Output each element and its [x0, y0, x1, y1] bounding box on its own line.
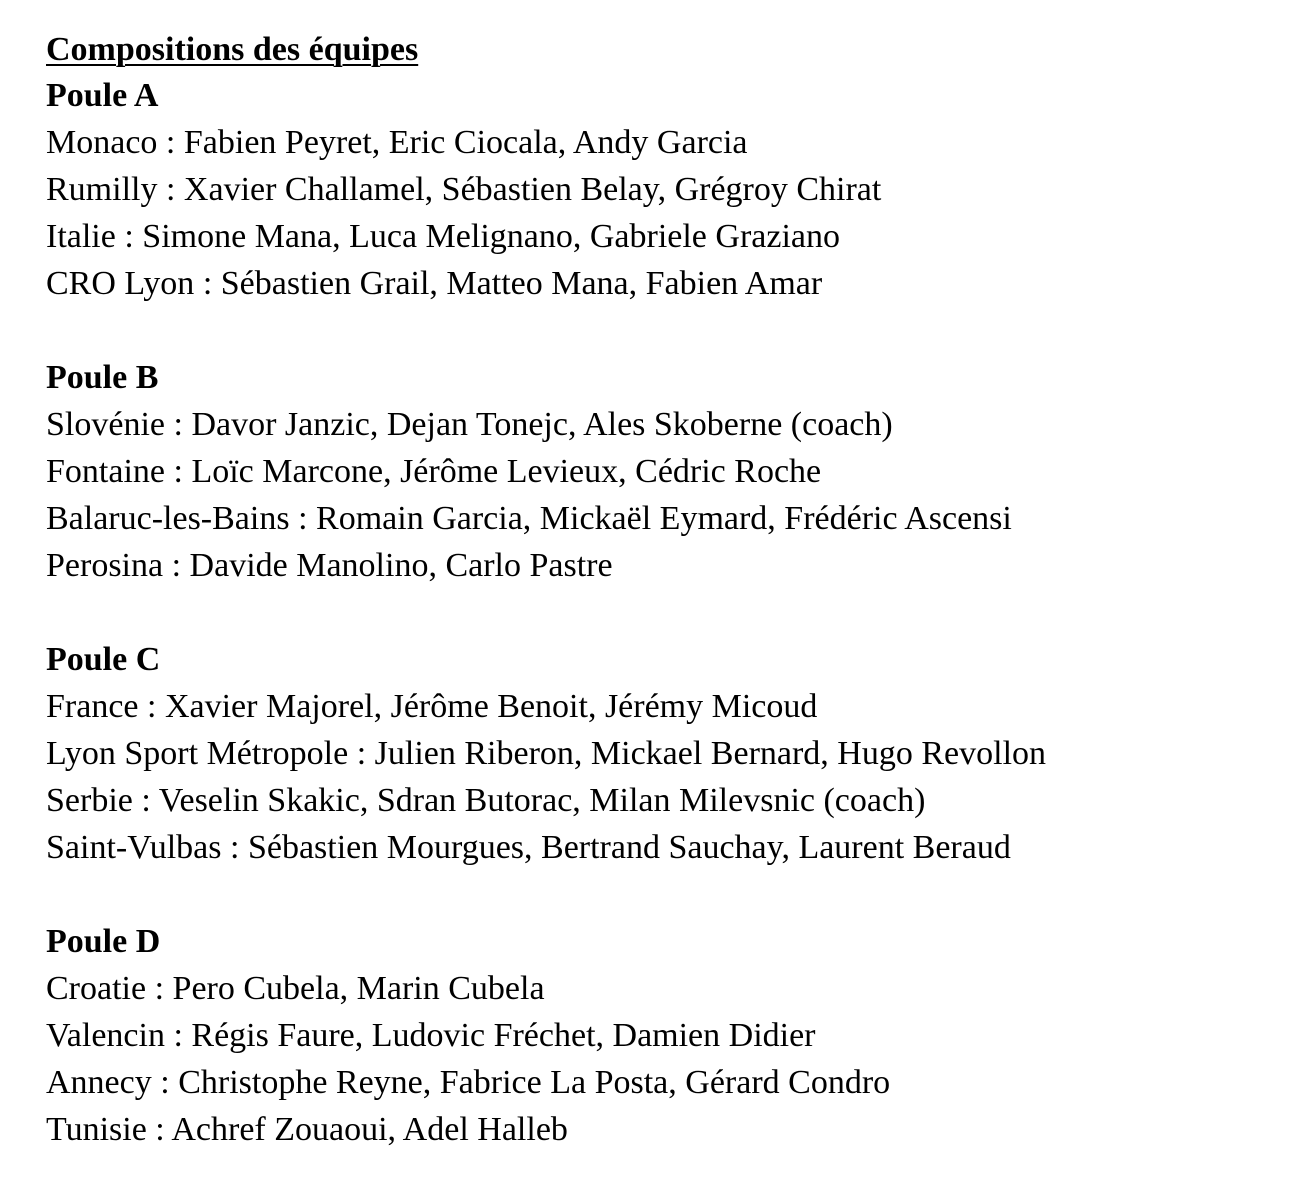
team-players: Pero Cubela, Marin Cubela	[172, 970, 545, 1007]
team-line: Perosina : Davide Manolino, Carlo Pastre	[46, 547, 613, 584]
team-line: Lyon Sport Métropole : Julien Riberon, Mickael Bernard, Hugo Revollon	[46, 735, 1047, 772]
team-players: Sébastien Mourgues, Bertrand Sauchay, Laurent Beraud	[247, 829, 1011, 866]
group-title: Poule B	[46, 359, 159, 396]
team-name: Valencin	[46, 1017, 165, 1054]
group-poule-c	[46, 636, 1286, 871]
team-name: France	[46, 688, 139, 725]
team-players: Davor Janzic, Dejan Tonejc, Ales Skoberne (coach)	[191, 406, 893, 443]
team-name: Serbie	[46, 782, 133, 819]
team-line: Fontaine : Loïc Marcone, Jérôme Levieux, Cédric Roche	[46, 453, 822, 490]
team-players: Davide Manolino, Carlo Pastre	[189, 547, 613, 584]
group-poule-d	[46, 918, 1286, 1153]
team-players: Simone Mana, Luca Melignano, Gabriele Graziano	[142, 218, 840, 255]
team-line: France : Xavier Majorel, Jérôme Benoit, Jérémy Micoud	[46, 688, 818, 725]
team-name: Saint-Vulbas	[46, 829, 222, 866]
team-players: Romain Garcia, Mickaël Eymard, Frédéric Ascensi	[316, 500, 1012, 537]
team-players: Loïc Marcone, Jérôme Levieux, Cédric Roche	[191, 453, 822, 490]
team-line: Monaco : Fabien Peyret, Eric Ciocala, Andy Garcia	[46, 124, 748, 161]
team-name: Monaco	[46, 124, 158, 161]
team-name: Italie	[46, 218, 116, 255]
team-line: Croatie : Pero Cubela, Marin Cubela	[46, 970, 545, 1007]
document-page	[46, 26, 1286, 1153]
team-line: Tunisie : Achref Zouaoui, Adel Halleb	[46, 1111, 568, 1148]
team-players: Fabien Peyret, Eric Ciocala, Andy Garcia	[183, 124, 748, 161]
team-players: Veselin Skakic, Sdran Butorac, Milan Milevsnic (coach)	[158, 782, 926, 819]
team-players: Xavier Challamel, Sébastien Belay, Grégroy Chirat	[183, 171, 882, 208]
team-name: Tunisie	[46, 1111, 147, 1148]
team-name: Lyon Sport Métropole	[46, 735, 349, 772]
team-line: Annecy : Christophe Reyne, Fabrice La Posta, Gérard Condro	[46, 1064, 891, 1101]
team-players: Julien Riberon, Mickael Bernard, Hugo Revollon	[374, 735, 1047, 772]
group-poule-b	[46, 354, 1286, 589]
team-name: Perosina	[46, 547, 164, 584]
group-title: Poule A	[46, 77, 159, 114]
group-poule-a	[46, 72, 1286, 307]
document-title: Compositions des équipes	[46, 31, 419, 68]
team-name: Slovénie	[46, 406, 165, 443]
team-line: Serbie : Veselin Skakic, Sdran Butorac, Milan Milevsnic (coach)	[46, 782, 926, 819]
team-name: Balaruc-les-Bains	[46, 500, 290, 537]
team-players: Achref Zouaoui, Adel Halleb	[171, 1111, 568, 1148]
team-line: Saint-Vulbas : Sébastien Mourgues, Bertrand Sauchay, Laurent Beraud	[46, 829, 1011, 866]
team-line: Slovénie : Davor Janzic, Dejan Tonejc, Ales Skoberne (coach)	[46, 406, 893, 443]
team-name: Croatie	[46, 970, 147, 1007]
team-name: Annecy	[46, 1064, 152, 1101]
team-line: Valencin : Régis Faure, Ludovic Fréchet, Damien Didier	[46, 1017, 816, 1054]
team-line: CRO Lyon : Sébastien Grail, Matteo Mana, Fabien Amar	[46, 265, 823, 302]
team-players: Régis Faure, Ludovic Fréchet, Damien Didier	[191, 1017, 816, 1054]
team-line: Balaruc-les-Bains : Romain Garcia, Mickaël Eymard, Frédéric Ascensi	[46, 500, 1012, 537]
team-name: CRO Lyon	[46, 265, 195, 302]
team-players: Sébastien Grail, Matteo Mana, Fabien Amar	[220, 265, 823, 302]
team-name: Rumilly	[46, 171, 158, 208]
team-line: Italie : Simone Mana, Luca Melignano, Gabriele Graziano	[46, 218, 840, 255]
team-name: Fontaine	[46, 453, 165, 490]
group-title: Poule D	[46, 923, 161, 960]
team-players: Christophe Reyne, Fabrice La Posta, Gérard Condro	[178, 1064, 891, 1101]
team-players: Xavier Majorel, Jérôme Benoit, Jérémy Micoud	[164, 688, 818, 725]
group-title: Poule C	[46, 641, 161, 678]
team-line: Rumilly : Xavier Challamel, Sébastien Belay, Grégroy Chirat	[46, 171, 882, 208]
